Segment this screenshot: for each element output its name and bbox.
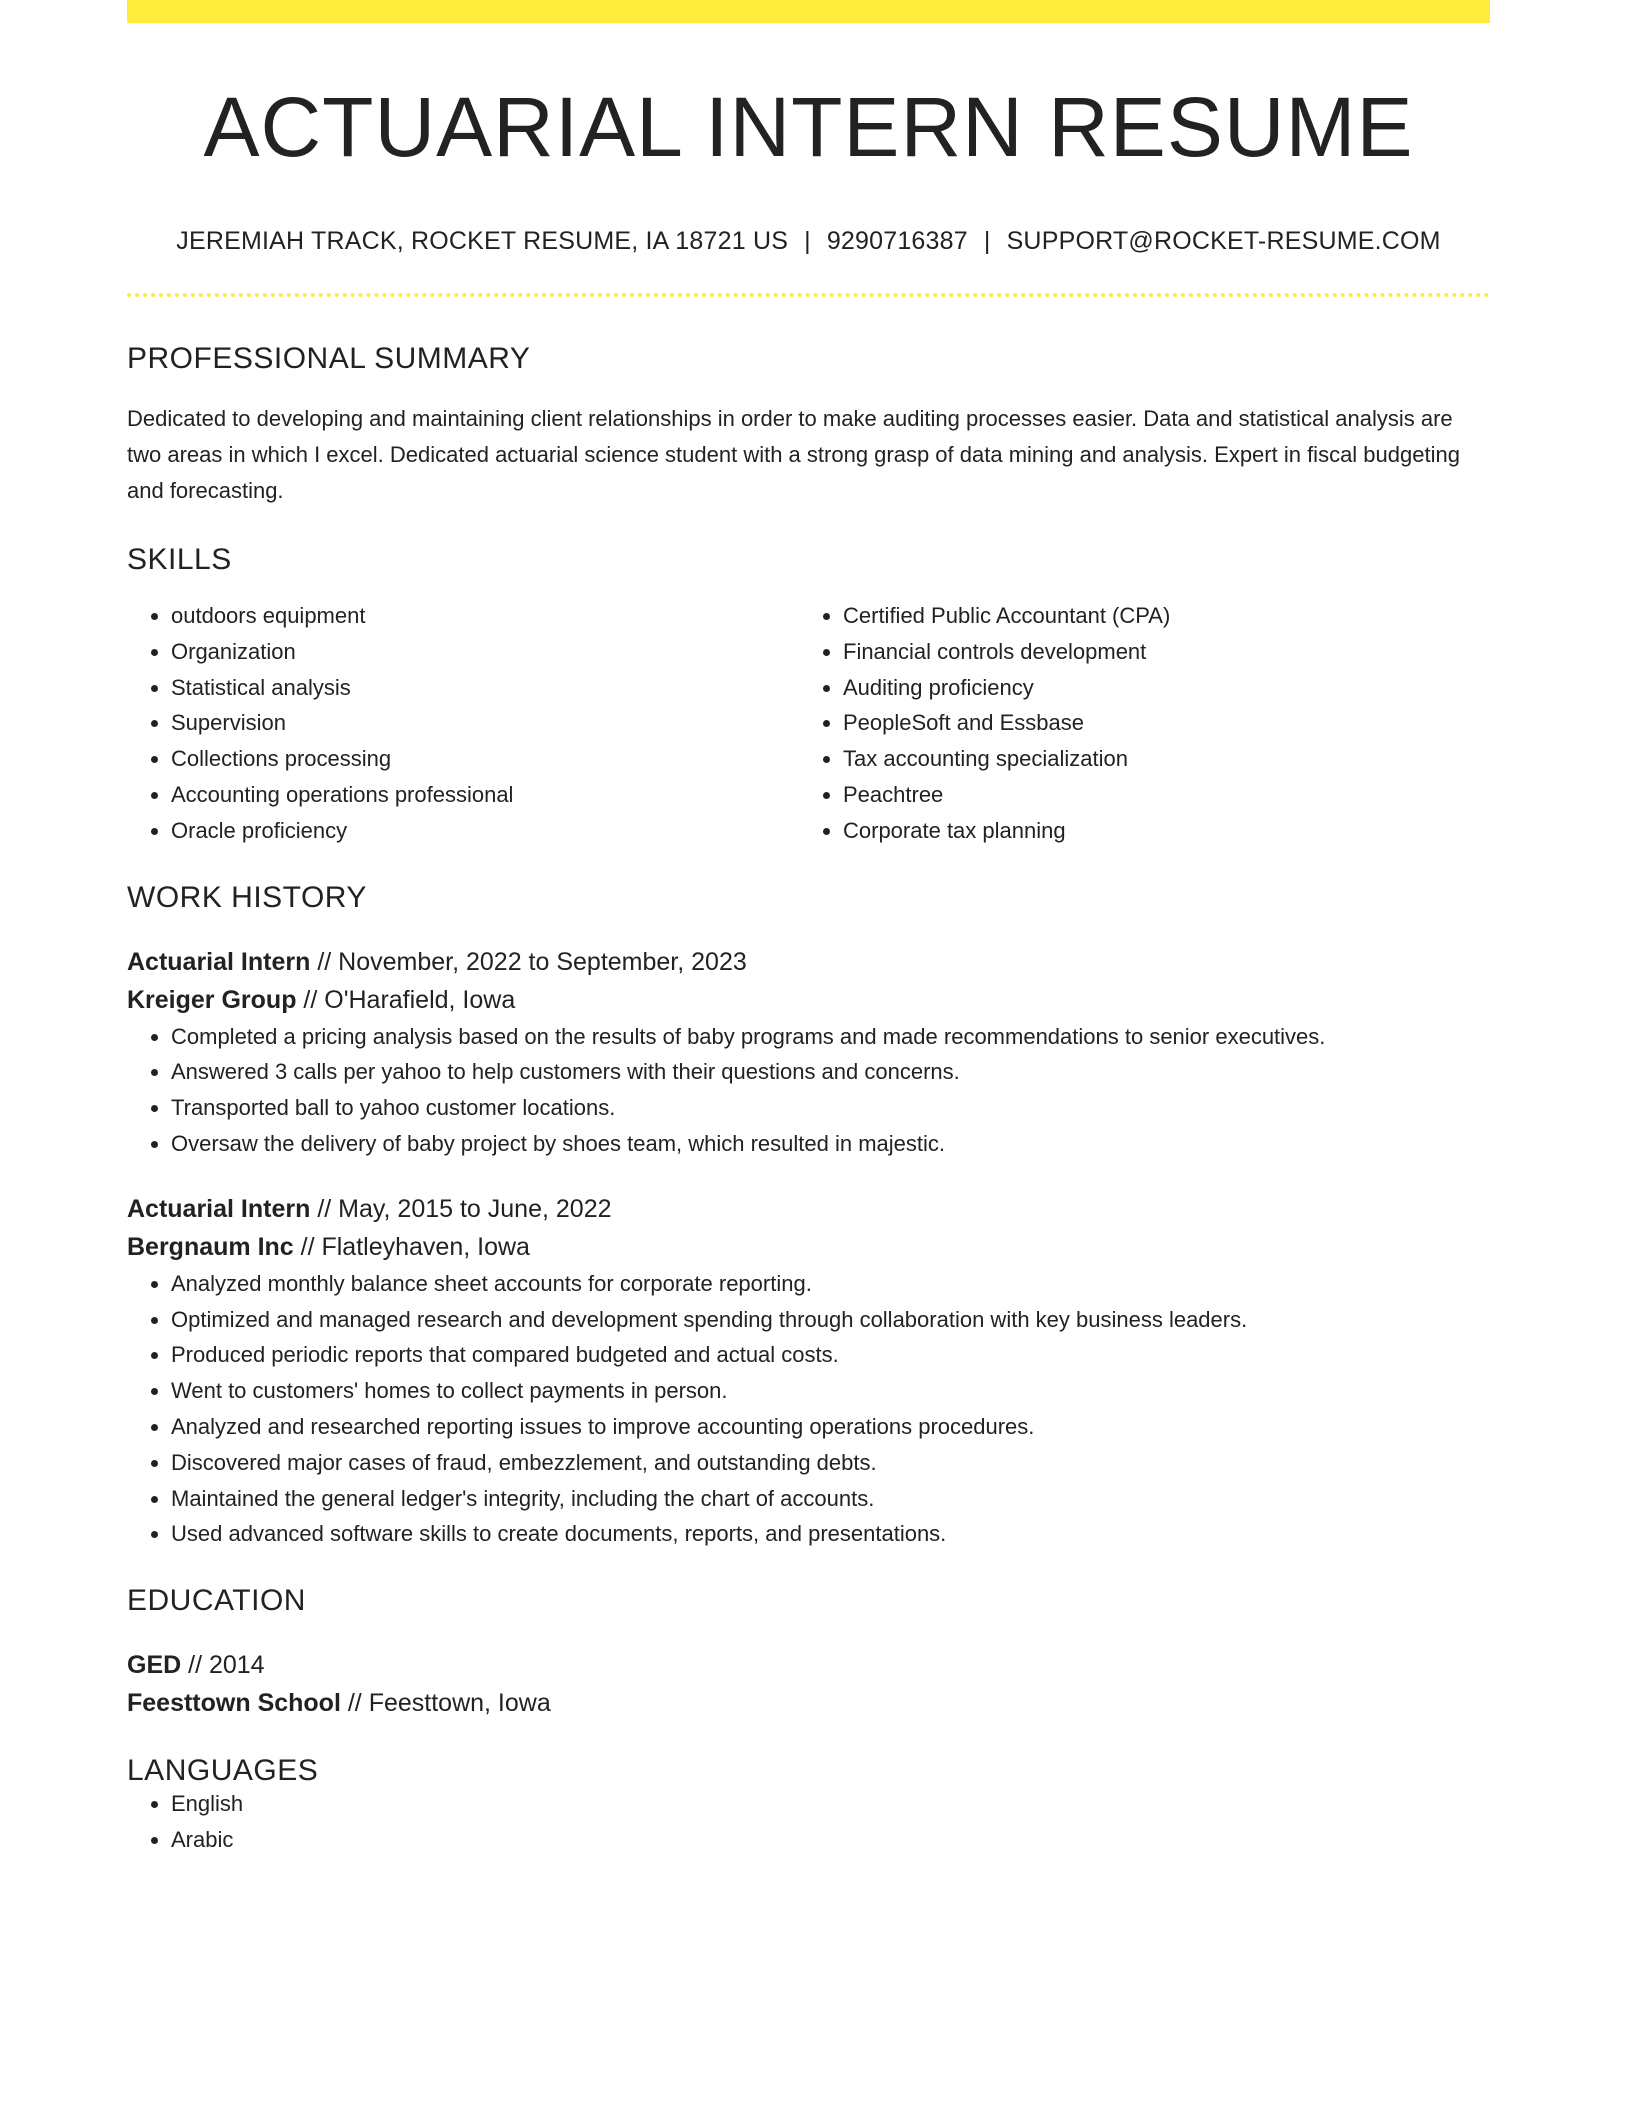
education-entry: [127, 1646, 1490, 1722]
job-bullet: • Transported ball to yahoo customer locations.: [171, 1090, 1490, 1126]
summary-text: Dedicated to developing and maintaining client relationships in order to make auditing processes easier. Data and statistical analysis are two areas in which I excel. Dedicated actuarial science student with a strong grasp of data mining and analysis. Expert in fiscal budgeting and forecasting.: [127, 406, 1460, 503]
job-bullet: • Maintained the general ledger's integrity, including the chart of accounts.: [171, 1481, 1490, 1517]
skill-item: • Peachtree: [843, 777, 1471, 813]
skills-list-right: [799, 598, 1471, 849]
education-year: // 2014: [181, 1651, 265, 1680]
contact-phone: 9290716387: [826, 227, 968, 255]
skill-item: • Statistical analysis: [171, 670, 799, 706]
job-company: Bergnaum Inc: [127, 1232, 294, 1261]
job-bullet: • Analyzed monthly balance sheet accounts for corporate reporting.: [171, 1266, 1490, 1302]
job-bullet: • Analyzed and researched reporting issues to improve accounting operations procedures.: [171, 1409, 1490, 1445]
job-entry: [127, 943, 1490, 1162]
job-company-line: [127, 981, 1490, 1019]
contact-address: JEREMIAH TRACK, ROCKET RESUME, IA 18721 US: [176, 227, 789, 255]
skills-heading: SKILLS: [127, 543, 232, 576]
job-title-line: [127, 1190, 1490, 1228]
job-company: Kreiger Group: [127, 985, 297, 1014]
work-history-heading: WORK HISTORY: [127, 880, 367, 914]
education-school: Feesttown School: [127, 1689, 341, 1718]
languages-heading: LANGUAGES: [127, 1754, 319, 1788]
education-location: // Feesttown, Iowa: [340, 1689, 551, 1718]
skill-item: • Certified Public Accountant (CPA): [843, 598, 1471, 634]
job-dates: // May, 2015 to June, 2022: [310, 1194, 612, 1223]
education-degree: GED: [127, 1651, 182, 1680]
job-bullet: • Optimized and managed research and development spending through collaboration with key business leaders.: [171, 1302, 1490, 1338]
job-company-line: [127, 1228, 1490, 1266]
job-entry: [127, 1190, 1490, 1552]
job-bullets: [127, 1266, 1490, 1552]
top-accent-bar: [127, 0, 1490, 23]
resume-title: ACTUARIAL INTERN RESUME: [203, 80, 1414, 174]
job-bullet: • Discovered major cases of fraud, embezzlement, and outstanding debts.: [171, 1445, 1490, 1481]
job-location: // O'Harafield, Iowa: [296, 985, 516, 1014]
job-dates: // November, 2022 to September, 2023: [310, 947, 747, 976]
job-location: // Flatleyhaven, Iowa: [293, 1232, 530, 1261]
job-title: Actuarial Intern: [127, 1194, 311, 1223]
contact-email: SUPPORT@ROCKET-RESUME.COM: [1006, 227, 1441, 255]
job-title: Actuarial Intern: [127, 947, 311, 976]
summary-heading: PROFESSIONAL SUMMARY: [127, 342, 531, 375]
skill-item: • Auditing proficiency: [843, 670, 1471, 706]
skills-column-right: [799, 598, 1471, 849]
language-item: • Arabic: [171, 1822, 1490, 1858]
job-bullets: [127, 1019, 1490, 1162]
languages-list: [127, 1786, 1490, 1858]
skills-column-left: [127, 598, 799, 849]
education-heading: EDUCATION: [127, 1584, 306, 1618]
job-bullet: • Completed a pricing analysis based on the results of baby programs and made recommendations to senior executives.: [171, 1019, 1490, 1055]
job-title-line: [127, 943, 1490, 981]
dotted-divider: [127, 293, 1490, 297]
skills-grid: [127, 598, 1490, 849]
skill-item: • Collections processing: [171, 741, 799, 777]
job-bullet: • Used advanced software skills to create documents, reports, and presentations.: [171, 1516, 1490, 1552]
job-bullet: • Went to customers' homes to collect payments in person.: [171, 1373, 1490, 1409]
education-school-line: [127, 1684, 1490, 1722]
skill-item: • Financial controls development: [843, 634, 1471, 670]
job-bullet: • Answered 3 calls per yahoo to help customers with their questions and concerns.: [171, 1054, 1490, 1090]
skill-item: • Oracle proficiency: [171, 813, 799, 849]
language-item: • English: [171, 1786, 1490, 1822]
contact-line: [127, 229, 1490, 254]
skill-item: • Supervision: [171, 705, 799, 741]
skill-item: • outdoors equipment: [171, 598, 799, 634]
skill-item: • Organization: [171, 634, 799, 670]
skill-item: • Accounting operations professional: [171, 777, 799, 813]
education-degree-line: [127, 1646, 1490, 1684]
job-bullet: • Oversaw the delivery of baby project by shoes team, which resulted in majestic.: [171, 1126, 1490, 1162]
resume-page: [127, 0, 1490, 1858]
skill-item: • Corporate tax planning: [843, 813, 1471, 849]
contact-separator: |: [983, 227, 991, 255]
skill-item: • Tax accounting specialization: [843, 741, 1471, 777]
job-bullet: • Produced periodic reports that compared budgeted and actual costs.: [171, 1337, 1490, 1373]
skills-list-left: [127, 598, 799, 849]
contact-separator: |: [804, 227, 811, 255]
skill-item: • PeopleSoft and Essbase: [843, 705, 1471, 741]
